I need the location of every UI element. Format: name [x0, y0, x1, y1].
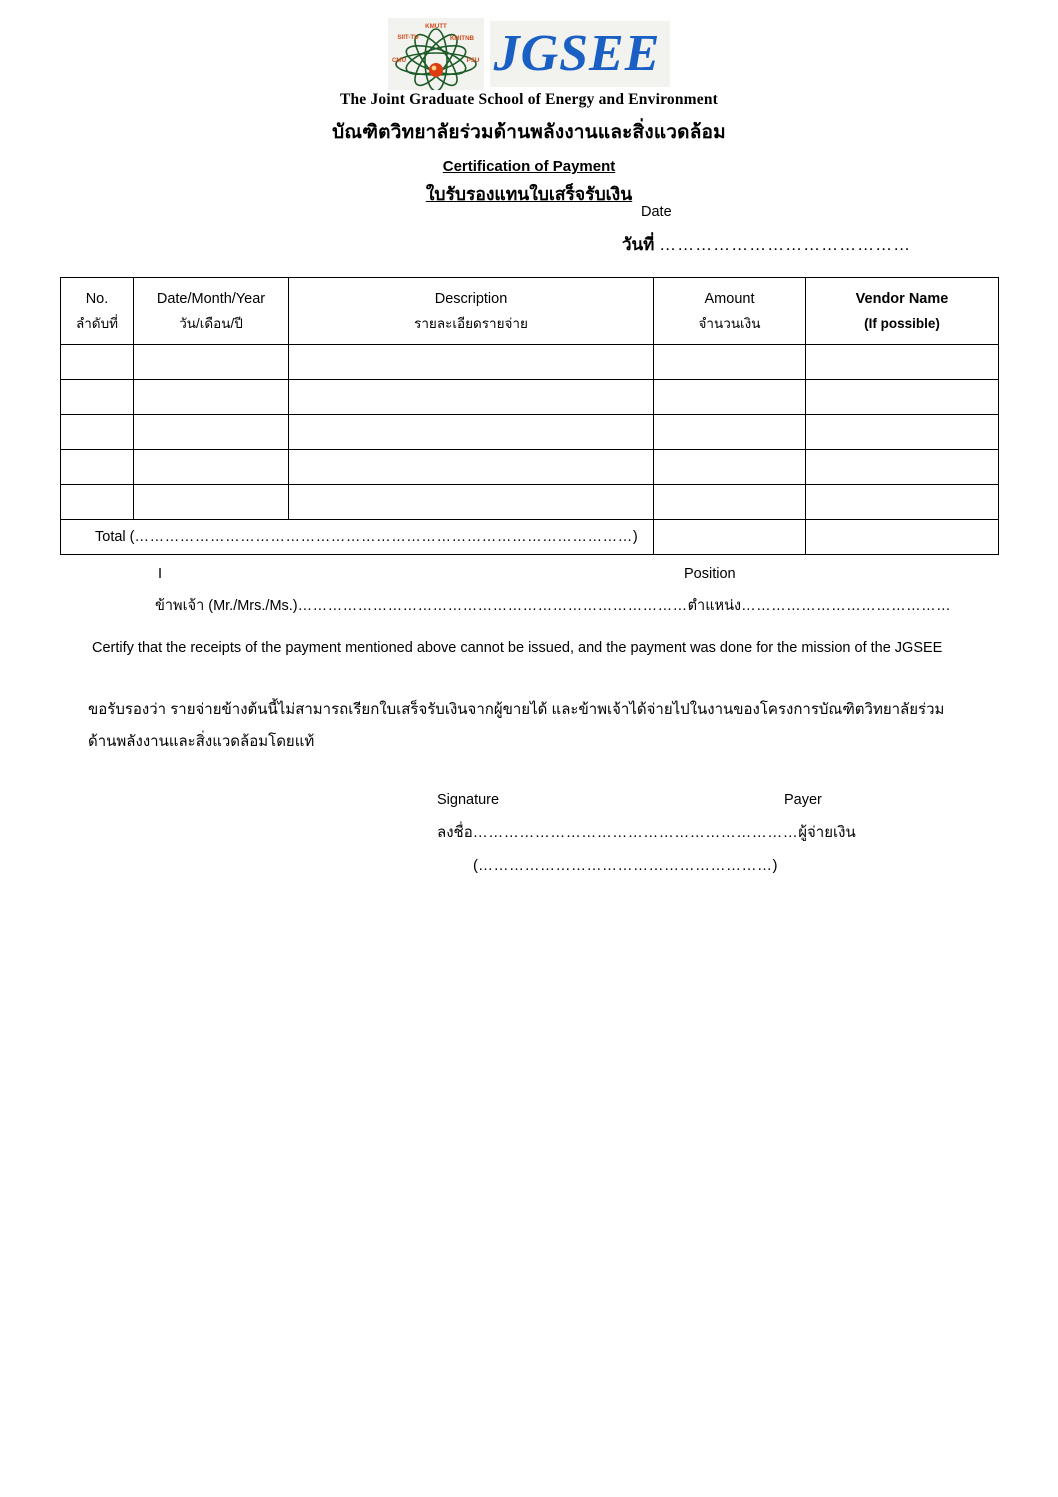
- column-header-description-en: Description: [434, 290, 508, 307]
- column-header-vendor: [806, 278, 999, 345]
- certification-paragraph-th: ขอรับรองว่า รายจ่ายข้างต้นนี้ไม่สามารถเรียกใบเสร็จรับเงินจากผู้ขายได้ และข้าพเจ้าได้จ่ายไปในงานของโครงการบัณฑิตวิทยาลัยร่วมด้านพลังงานและสิ่งแวดล้อมโดยแท้: [88, 701, 945, 750]
- column-header-no: [61, 278, 134, 345]
- date-label-en: Date: [641, 204, 672, 220]
- cell-no[interactable]: [61, 345, 134, 380]
- table-row: [61, 485, 999, 520]
- table-row: [61, 415, 999, 450]
- document-title-en: Certification of Payment: [442, 158, 616, 175]
- document-title-th: ใบรับรองแทนใบเสร็จรับเงิน: [425, 184, 633, 204]
- date-field[interactable]: [622, 231, 911, 258]
- declarant-dotted-line-1: ……………………………………………………………………: [297, 598, 688, 614]
- atom-logo-icon: [388, 18, 484, 90]
- cell-amount[interactable]: [654, 485, 806, 520]
- signature-dotted-line: ………………………………………………………: [472, 824, 799, 841]
- column-header-date-th: วัน/เดือน/ปี: [179, 315, 243, 331]
- total-dotted-line: ………………………………………………………………………………………: [134, 529, 633, 545]
- date-label-th: วันที่: [622, 235, 655, 254]
- svg-text:KMITNB: KMITNB: [449, 35, 474, 42]
- name-open-paren: (: [473, 857, 478, 874]
- cell-date[interactable]: [134, 485, 289, 520]
- cell-date[interactable]: [134, 415, 289, 450]
- position-label-en: Position: [684, 566, 736, 582]
- svg-text:PSU: PSU: [466, 57, 479, 64]
- cell-no[interactable]: [61, 380, 134, 415]
- total-amount-cell[interactable]: [654, 520, 806, 555]
- cell-amount[interactable]: [654, 345, 806, 380]
- cell-no[interactable]: [61, 450, 134, 485]
- cell-vendor[interactable]: [806, 415, 999, 450]
- table-row: [61, 380, 999, 415]
- cell-description[interactable]: [289, 485, 654, 520]
- declarant-prefix-th: ข้าพเจ้า (Mr./Mrs./Ms.): [155, 598, 298, 614]
- total-close-paren: ): [632, 529, 638, 545]
- cell-date[interactable]: [134, 380, 289, 415]
- cell-date[interactable]: [134, 345, 289, 380]
- svg-text:SIIT-TU: SIIT-TU: [396, 34, 419, 41]
- column-header-vendor-note: (If possible): [864, 315, 940, 331]
- total-label: Total (: [95, 529, 135, 545]
- cell-vendor[interactable]: [806, 450, 999, 485]
- cell-vendor[interactable]: [806, 345, 999, 380]
- payer-label-en: Payer: [784, 792, 822, 808]
- total-vendor-cell[interactable]: [806, 520, 999, 555]
- name-dotted-line: …………………………………………………: [478, 857, 773, 874]
- table-total-row: [61, 520, 999, 555]
- cell-description[interactable]: [289, 345, 654, 380]
- column-header-amount-th: จำนวนเงิน: [698, 315, 761, 331]
- column-header-amount-en: Amount: [704, 290, 755, 307]
- signature-label-en: Signature: [437, 792, 500, 808]
- declarant-field-line[interactable]: [155, 594, 955, 617]
- declarant-dotted-line-2: ……………………………………: [741, 598, 952, 614]
- table-row: [61, 450, 999, 485]
- position-label-th: ตำแหน่ง: [687, 598, 742, 614]
- column-header-amount: [654, 278, 806, 345]
- column-header-description-th: รายละเอียดรายจ่าย: [414, 315, 528, 331]
- table-header-row: [61, 278, 999, 345]
- cell-description[interactable]: [289, 415, 654, 450]
- expense-table: [60, 277, 999, 555]
- name-close-paren: ): [772, 857, 778, 874]
- cell-amount[interactable]: [654, 415, 806, 450]
- cell-amount[interactable]: [654, 450, 806, 485]
- payer-name-field-line[interactable]: [473, 857, 893, 874]
- column-header-no-en: No.: [85, 290, 109, 307]
- certification-paragraph-en: Certify that the receipts of the payment mentioned above cannot be issued, and the payment was done for the mission of the JGSEE: [92, 640, 943, 656]
- cell-vendor[interactable]: [806, 380, 999, 415]
- column-header-description: [289, 278, 654, 345]
- column-header-vendor-en: Vendor Name: [855, 290, 949, 307]
- cell-no[interactable]: [61, 415, 134, 450]
- total-label-cell[interactable]: [61, 520, 654, 555]
- payer-label-th: ผู้จ่ายเงิน: [798, 824, 856, 841]
- column-header-date: [134, 278, 289, 345]
- signature-prefix-th: ลงชื่อ: [437, 824, 473, 841]
- svg-text:CMU: CMU: [391, 57, 406, 64]
- cell-description[interactable]: [289, 450, 654, 485]
- declarant-label-en: I: [158, 566, 163, 582]
- jgsee-logo: [0, 18, 1058, 90]
- school-name-en: The Joint Graduate School of Energy and Environment: [339, 91, 719, 108]
- column-header-date-en: Date/Month/Year: [156, 290, 266, 307]
- column-header-no-th: ลำดับที่: [75, 315, 119, 331]
- school-name-th: บัณฑิตวิทยาลัยร่วมด้านพลังงานและสิ่งแวดล้อม: [332, 122, 726, 143]
- jgsee-wordmark: JGSEE: [490, 21, 671, 87]
- cell-vendor[interactable]: [806, 485, 999, 520]
- table-row: [61, 345, 999, 380]
- cell-amount[interactable]: [654, 380, 806, 415]
- cell-date[interactable]: [134, 450, 289, 485]
- document-header: [0, 18, 1058, 208]
- signature-field-line[interactable]: [437, 820, 907, 844]
- cell-no[interactable]: [61, 485, 134, 520]
- date-dotted-line: ……………………………………: [659, 235, 912, 254]
- cell-description[interactable]: [289, 380, 654, 415]
- svg-text:KMUTT: KMUTT: [424, 23, 447, 30]
